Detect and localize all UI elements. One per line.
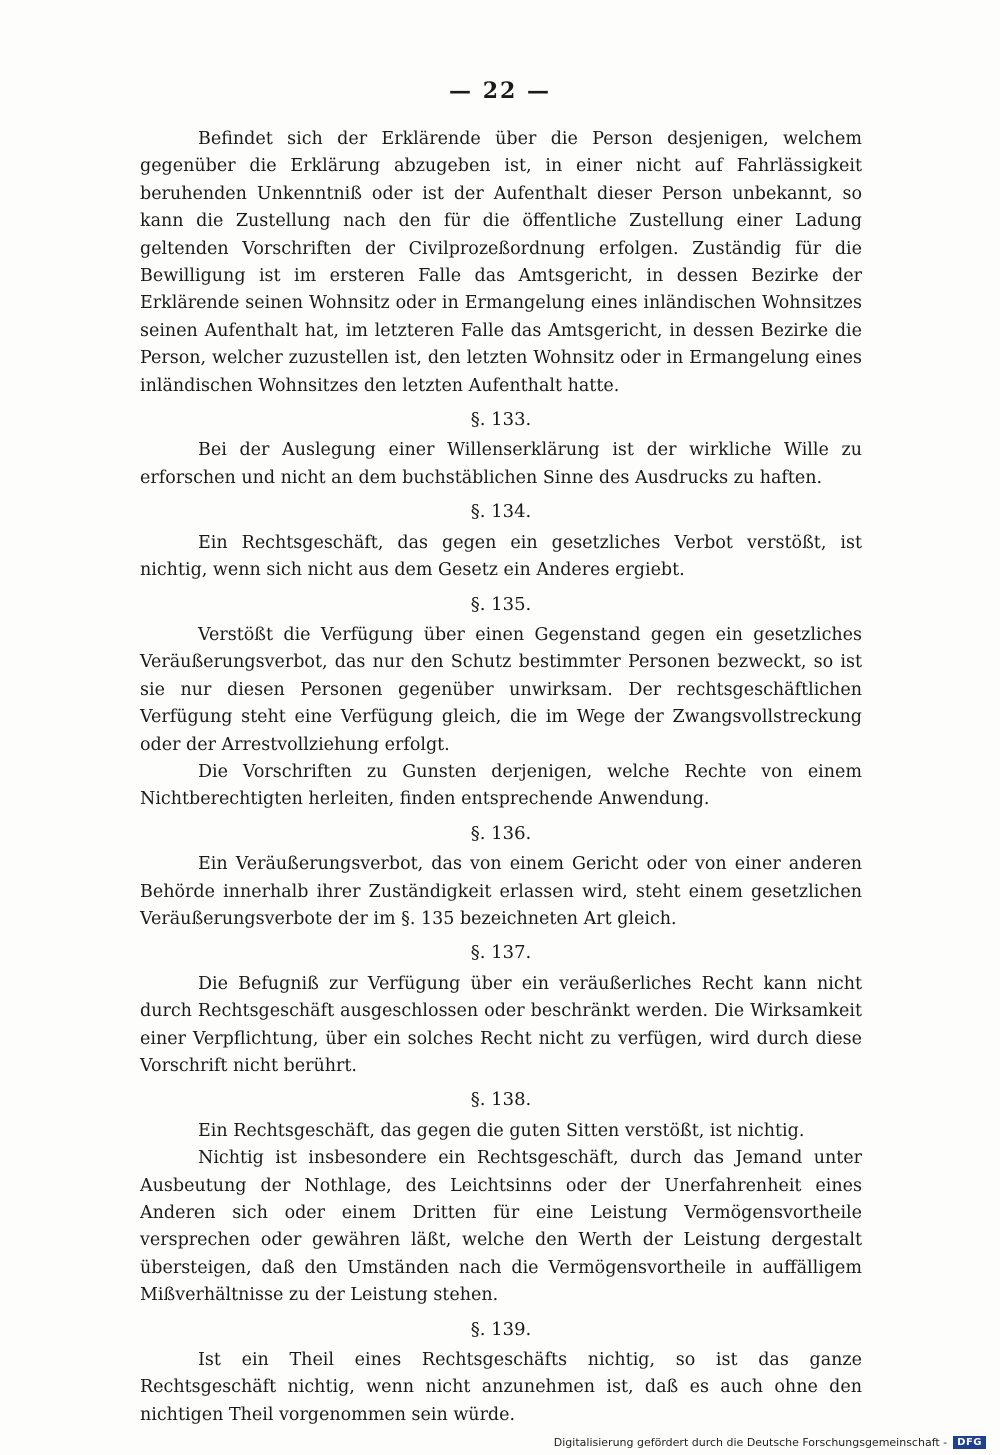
digitization-footer [554, 1436, 986, 1449]
paragraph: Ist ein Theil eines Rechtsgeschäfts nichtig, so ist das ganze Rechtsgeschäft nichtig, wenn nicht anzunehmen ist, daß es auch ohne den nichtigen Theil vorgenommen sein würde. [140, 1350, 862, 1425]
section-heading: §. 138. [470, 1089, 532, 1111]
section-heading: §. 136. [470, 822, 532, 844]
document-body [140, 126, 862, 1429]
paragraph: Ein Veräußerungsverbot, das von einem Gericht oder von einer anderen Behörde innerhalb ihrer Zuständigkeit erlassen wird, steht einem gesetzlichen Veräußerungsverbote der im §. 135 bezeichneten Art gleich. [140, 854, 862, 929]
section-heading: §. 137. [470, 942, 532, 964]
paragraph: Bei der Auslegung einer Willenserklärung ist der wirkliche Wille zu erforschen und nicht an dem buchstäblichen Sinne des Ausdrucks zu haften. [140, 440, 862, 488]
paragraph: Nichtig ist insbesondere ein Rechtsgeschäft, durch das Jemand unter Ausbeutung der Nothlage, des Leichtsinns oder der Unerfahrenheit eines Anderen sich oder einem Dritten für eine Leistung Vermögensvortheile versprechen oder gewähren läßt, welche den Werth der Leistung dergestalt übersteigen, daß den Umständen nach die Vermögensvortheile in auffälligem Mißverhältnisse zu der Leistung stehen. [140, 1148, 862, 1306]
paragraph: Die Vorschriften zu Gunsten derjenigen, welche Rechte von einem Nichtberechtigten herleiten, finden entsprechende Anwendung. [140, 761, 862, 810]
page-number: — 22 — [449, 78, 551, 104]
section-heading: §. 135. [470, 593, 532, 615]
section-heading: §. 133. [470, 409, 532, 431]
dfg-logo: DFG [953, 1436, 986, 1449]
paragraph: Die Befugniß zur Verfügung über ein veräußerliches Recht kann nicht durch Rechtsgeschäft ausgeschlossen oder beschränkt werden. Die Wirksamkeit einer Verpflichtung, über ein solches Recht nicht zu verfügen, wird durch diese Vorschrift nicht berührt. [140, 973, 862, 1076]
paragraph: Befindet sich der Erklärende über die Person desjenigen, welchem gegenüber die Erklärung abzugeben ist, in einer nicht auf Fahrlässigkeit beruhenden Unkenntniß oder ist der Aufenthalt dieser Person unbekannt, so kann die Zustellung nach den für die öffentliche Zustellung einer Ladung geltenden Vorschriften der Civilprozeßordnung erfolgen. Zuständig für die Bewilligung ist im ersteren Falle das Amtsgericht, in dessen Bezirke der Erklärende seinen Wohnsitz oder in Ermangelung eines inländischen Wohnsitzes seinen Aufenthalt hat, im letzteren Falle das Amtsgericht, in dessen Bezirke die Person, welcher zuzustellen ist, den letzten Wohnsitz oder in Ermangelung eines inländischen Wohnsitzes den letzten Aufenthalt hatte. [140, 129, 862, 396]
footer-credit: Digitalisierung gefördert durch die Deutsche Forschungsgemeinschaft - [553, 1436, 948, 1449]
paragraph: Ein Rechtsgeschäft, das gegen die guten Sitten verstößt, ist nichtig. [198, 1120, 805, 1141]
section-heading: §. 139. [470, 1318, 532, 1340]
paragraph: Ein Rechtsgeschäft, das gegen ein gesetzliches Verbot verstößt, ist nichtig, wenn sich nicht aus dem Gesetz ein Anderes ergiebt. [140, 532, 862, 581]
section-heading: §. 134. [470, 501, 532, 523]
paragraph: Verstößt die Verfügung über einen Gegenstand gegen ein gesetzliches Veräußerungsverbot, das nur den Schutz bestimmter Personen bezweckt, so ist sie nur diesen Personen gegenüber unwirksam. Der rechtsgeschäftlichen Verfügung steht eine Verfügung gleich, die im Wege der Zwangsvollstreckung oder der Arrestvollziehung erfolgt. [140, 624, 862, 755]
